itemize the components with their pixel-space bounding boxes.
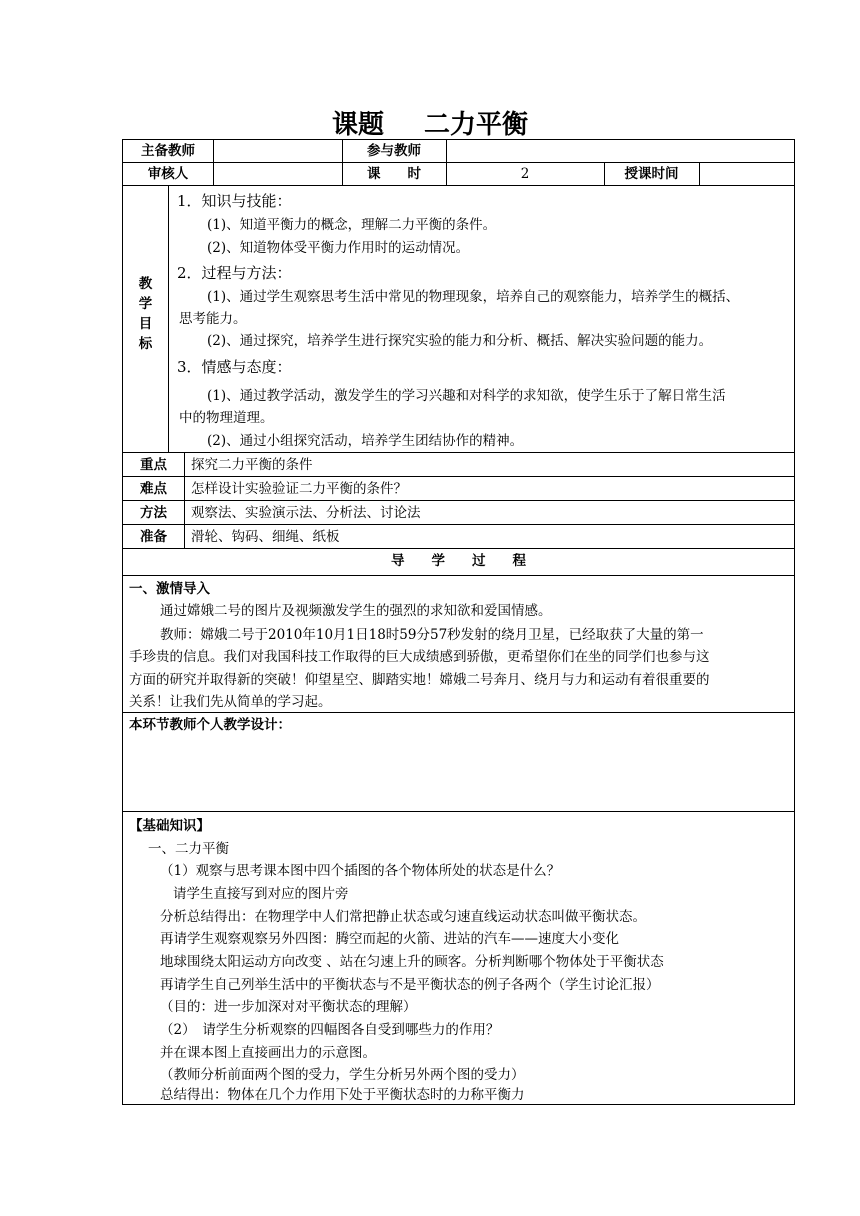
basic-line: 再请学生观察观察另外四图：腾空而起的火箭、进站的汽车——速度大小变化 xyxy=(160,931,619,947)
basic-line: （目的：进一步加深对对平衡状态的理解） xyxy=(160,999,417,1015)
objective-section-1-title: 1．知识与技能： xyxy=(177,192,292,210)
basic-line: 地球围绕太阳运动方向改变 、站在匀速上升的顾客。分析判断哪个物体处于平衡状态 xyxy=(160,954,664,970)
key-point-label: 重点 xyxy=(140,457,167,473)
method-label: 方法 xyxy=(140,505,167,521)
difficulty-value: 怎样设计实验验证二力平衡的条件？ xyxy=(191,481,407,497)
key-point-value: 探究二力平衡的条件 xyxy=(191,457,313,473)
objective-text: (1)、通过学生观察思考生活中常见的物理现象，培养自己的观察能力，培养学生的概括、 xyxy=(207,289,740,305)
objective-text: 中的物理道理。 xyxy=(179,410,274,426)
preparation-value: 滑轮、钩码、细绳、纸板 xyxy=(191,529,340,545)
method-value: 观察法、实验演示法、分析法、讨论法 xyxy=(191,505,421,521)
basic-line: 并在课本图上直接画出力的示意图。 xyxy=(160,1045,376,1061)
hours-label: 课 时 xyxy=(367,166,421,182)
intro-paragraph: 手珍贵的信息。我们对我国科技工作取得的巨大成绩感到骄傲，更希望你们在坐的同学们也参与这 xyxy=(129,649,710,665)
reviewer-label: 审核人 xyxy=(147,166,189,182)
hours-value: 2 xyxy=(520,166,530,182)
basic-line: 分析总结得出：在物理学中人们常把静止状态或匀速直线运动状态叫做平衡状态。 xyxy=(160,909,646,925)
intro-paragraph: 教师：嫦娥二号于2010年10月1日18时59分57秒发射的绕月卫星，已经取获了大量的第一 xyxy=(160,627,704,643)
intro-paragraph: 关系！让我们先从简单的学习起。 xyxy=(129,694,332,710)
objectives-label-2: 学 xyxy=(138,296,153,312)
objectives-label-4: 标 xyxy=(138,336,153,352)
title-topic: 二力平衡 xyxy=(424,110,529,140)
process-title: 导 学 过 程 xyxy=(391,553,526,569)
participating-teacher-label: 参与教师 xyxy=(367,143,421,159)
intro-paragraph: 方面的研究并取得新的突破！仰望星空、脚踏实地！嫦娥二号奔月、绕月与力和运动有着很重要的 xyxy=(129,672,710,688)
objectives-label-1: 教 xyxy=(138,276,153,292)
basic-line: 再请学生自己列举生活中的平衡状态与不是平衡状态的例子各两个（学生讨论汇报） xyxy=(160,977,660,993)
objective-section-3-title: 3．情感与态度： xyxy=(177,358,292,376)
objective-section-2-title: 2．过程与方法： xyxy=(177,264,292,282)
objective-text: 思考能力。 xyxy=(179,311,247,327)
time-label: 授课时间 xyxy=(624,166,679,182)
basic-line: 请学生直接写到对应的图片旁 xyxy=(173,886,349,902)
intro-paragraph: 通过嫦娥二号的图片及视频激发学生的强烈的求知欲和爱国情感。 xyxy=(160,603,552,619)
basic-line: 一、二力平衡 xyxy=(148,841,229,857)
page-title xyxy=(0,104,860,141)
lesson-plan-table xyxy=(122,139,795,1105)
title-label: 课题 xyxy=(331,110,384,140)
objective-text: (2)、知道物体受平衡力作用时的运动情况。 xyxy=(207,240,470,256)
difficulty-label: 难点 xyxy=(140,481,167,497)
objective-text: (1)、通过教学活动，激发学生的学习兴趣和对科学的求知欲，使学生乐于了解日常生活 xyxy=(207,388,726,404)
basic-knowledge-heading: 【基础知识】 xyxy=(129,818,210,834)
intro-heading: 一、激情导入 xyxy=(129,581,210,597)
teacher-design-label: 本环节教师个人教学设计： xyxy=(129,717,291,733)
basic-line: 总结得出：物体在几个力作用下处于平衡状态时的力称平衡力 xyxy=(160,1087,525,1103)
objectives-label-3: 目 xyxy=(138,316,153,332)
objective-text: (2)、通过小组探究活动，培养学生团结协作的精神。 xyxy=(207,433,524,449)
main-teacher-label: 主备教师 xyxy=(141,143,195,159)
basic-line: （1）观察与思考课本图中四个插图的各个物体所处的状态是什么？ xyxy=(160,863,561,879)
objective-text: (1)、知道平衡力的概念，理解二力平衡的条件。 xyxy=(207,217,497,233)
preparation-label: 准备 xyxy=(140,529,167,545)
basic-line: （教师分析前面两个图的受力，学生分析另外两个图的受力） xyxy=(160,1067,525,1083)
basic-line: （2） 请学生分析观察的四幅图各自受到哪些力的作用？ xyxy=(160,1022,500,1038)
objective-text: (2)、通过探究，培养学生进行探究实验的能力和分析、概括、解决实验问题的能力。 xyxy=(207,333,713,349)
